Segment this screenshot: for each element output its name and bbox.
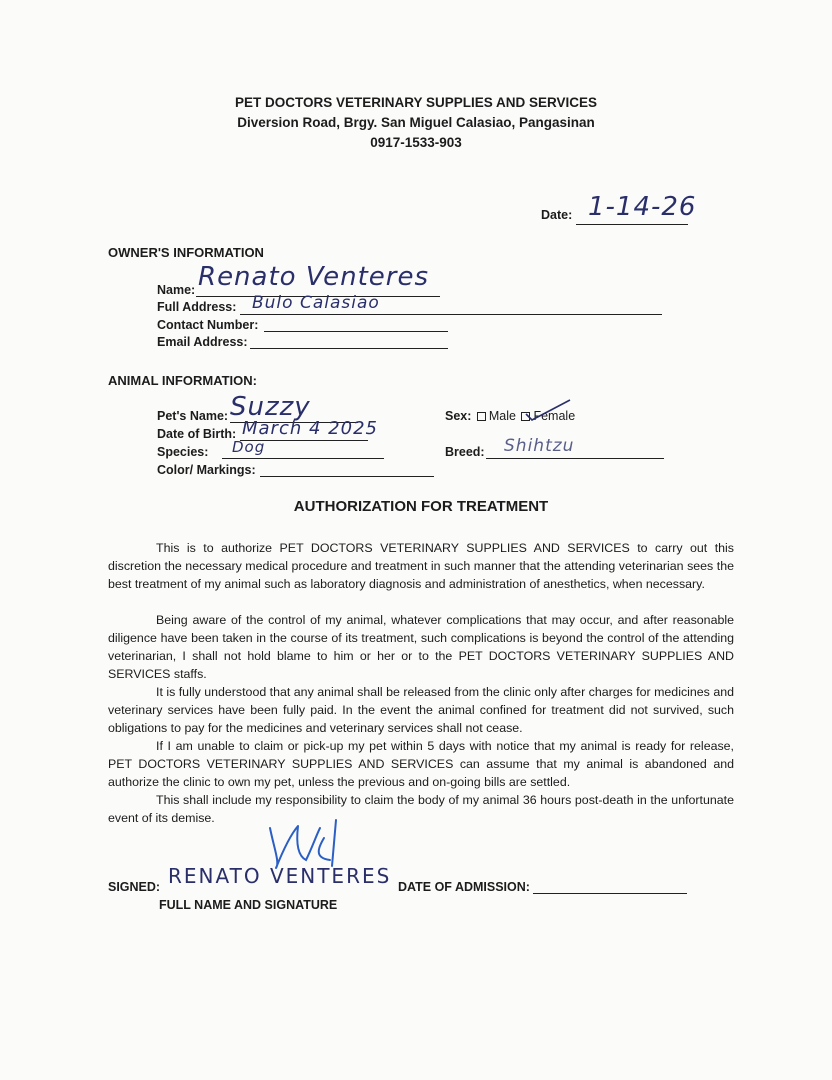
date-value: 1-14-26 [588, 192, 697, 222]
male-label: Male [488, 409, 516, 423]
color-markings-label: Color/ Markings: [157, 463, 256, 477]
male-checkbox[interactable] [477, 412, 486, 421]
owner-section-title: OWNER'S INFORMATION [108, 245, 264, 260]
date-of-admission-label: DATE OF ADMISSION: [398, 880, 530, 894]
authorization-paragraph-3: It is fully understood that any animal shall be released from the clinic only after charges for medicines and veterinary services have been fully paid. In the event the animal confined for treatment did not survived, such obligations to pay for the medicines and veterinary services shall not cease. [108, 685, 734, 735]
contact-number-label: Contact Number: [157, 318, 259, 332]
breed-value: Shihtzu [504, 436, 575, 456]
authorization-paragraph-5: This shall include my responsibility to claim the body of my animal 36 hours post-death in the unfortunate event of its demise. [108, 793, 734, 825]
breed-label: Breed: [445, 445, 485, 459]
date-of-admission-line [533, 893, 687, 894]
clinic-address: Diversion Road, Brgy. San Miguel Calasiao, Pangasinan [237, 115, 595, 130]
animal-section-title: ANIMAL INFORMATION: [108, 373, 257, 388]
species-value: Dog [232, 438, 266, 456]
clinic-name: PET DOCTORS VETERINARY SUPPLIES AND SERVICES [234, 95, 598, 110]
authorization-paragraph-2: Being aware of the control of my animal, whatever complications that may occur, and after reasonable diligence have been taken in the course of its treatment, such complications is beyond the control of the attending veterinarian, I shall not hold blame to him or her or to the PET DOCTORS VETERINARY SUPPLIES AND SERVICES staffs. [108, 613, 734, 681]
pet-name-label: Pet's Name: [157, 409, 229, 423]
full-name-signature-label: FULL NAME AND SIGNATURE [159, 898, 338, 912]
date-label: Date: [541, 208, 573, 222]
sex-label: Sex: [445, 409, 472, 423]
clinic-phone: 0917-1533-903 [370, 135, 462, 150]
authorization-title: AUTHORIZATION FOR TREATMENT [293, 498, 549, 515]
female-check-mark [522, 396, 574, 424]
signature-scribble [240, 808, 350, 878]
signed-label: SIGNED: [108, 880, 161, 894]
authorization-paragraph-1: This is to authorize PET DOCTORS VETERINARY SUPPLIES AND SERVICES to carry out this discretion the necessary medical procedure and treatment in such manner that the attending veterinarian sees the best treatment of my animal such as laboratory diagnosis and administration of anesthetics, when necessary. [108, 541, 734, 591]
female-label: Female [533, 409, 576, 423]
contact-number-line [264, 331, 448, 332]
owner-address-value: Bulo Calasiao [252, 293, 380, 313]
species-line [222, 458, 384, 459]
dob-value: March 4 2025 [242, 418, 378, 439]
owner-address-label: Full Address: [157, 300, 237, 314]
email-line [250, 348, 448, 349]
color-markings-line [260, 476, 434, 477]
email-label: Email Address: [157, 335, 248, 349]
authorization-paragraph-4: If I am unable to claim or pick-up my pet within 5 days with notice that my animal is ready for release, PET DOCTORS VETERINARY SUPPLIES AND SERVICES can assume that my animal is abandoned and authorize the clinic to own my pet, unless the previous and on-going bills are settled. [108, 739, 734, 789]
breed-line [486, 458, 664, 459]
pet-name-value: Suzzy [230, 392, 311, 422]
owner-address-line [240, 314, 662, 315]
species-label: Species: [157, 445, 209, 459]
signed-name-value: RENATO VENTERES [168, 864, 392, 888]
dob-label: Date of Birth: [157, 427, 237, 441]
owner-name-value: Renato Venteres [198, 262, 429, 292]
date-line [576, 224, 688, 225]
owner-name-label: Name: [157, 283, 196, 297]
